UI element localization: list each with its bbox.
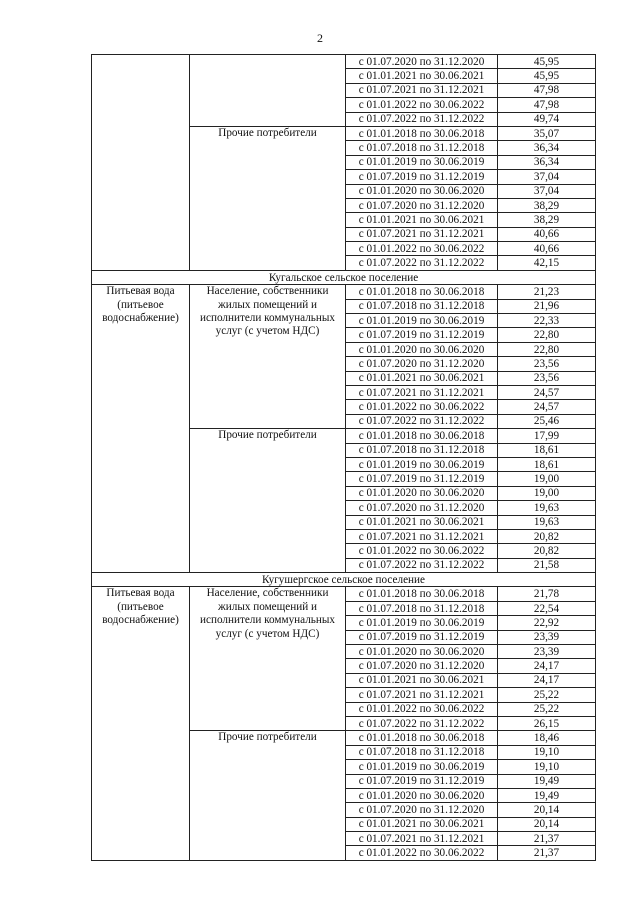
- tariff-cell: 19,49: [498, 788, 596, 802]
- period-cell: с 01.07.2021 по 31.12.2021: [346, 227, 498, 241]
- period-cell: с 01.07.2020 по 31.12.2020: [346, 803, 498, 817]
- period-cell: с 01.01.2021 по 30.06.2021: [346, 69, 498, 83]
- period-cell: с 01.07.2021 по 31.12.2021: [346, 83, 498, 97]
- period-cell: с 01.07.2022 по 31.12.2022: [346, 558, 498, 572]
- period-cell: с 01.07.2022 по 31.12.2022: [346, 256, 498, 270]
- tariff-cell: 42,15: [498, 256, 596, 270]
- period-cell: с 01.01.2019 по 30.06.2019: [346, 457, 498, 471]
- tariff-cell: 38,29: [498, 198, 596, 212]
- tariff-cell: 45,95: [498, 69, 596, 83]
- tariff-cell: 26,15: [498, 716, 596, 730]
- tariff-cell: 47,98: [498, 98, 596, 112]
- tariff-cell: 18,61: [498, 443, 596, 457]
- period-cell: с 01.01.2019 по 30.06.2019: [346, 155, 498, 169]
- period-cell: с 01.07.2022 по 31.12.2022: [346, 414, 498, 428]
- tariff-cell: 20,82: [498, 544, 596, 558]
- period-cell: с 01.01.2019 по 30.06.2019: [346, 616, 498, 630]
- tariff-cell: 47,98: [498, 83, 596, 97]
- tariff-cell: 20,82: [498, 529, 596, 543]
- tariff-cell: 35,07: [498, 126, 596, 140]
- tariff-cell: 20,14: [498, 803, 596, 817]
- tariff-cell: 25,46: [498, 414, 596, 428]
- period-cell: с 01.01.2018 по 30.06.2018: [346, 731, 498, 745]
- period-cell: с 01.01.2018 по 30.06.2018: [346, 126, 498, 140]
- period-cell: с 01.01.2020 по 30.06.2020: [346, 184, 498, 198]
- table-row: [92, 285, 596, 299]
- tariff-cell: 36,34: [498, 155, 596, 169]
- period-cell: с 01.01.2020 по 30.06.2020: [346, 342, 498, 356]
- period-cell: с 01.01.2022 по 30.06.2022: [346, 242, 498, 256]
- period-cell: с 01.01.2021 по 30.06.2021: [346, 673, 498, 687]
- tariff-cell: 22,80: [498, 342, 596, 356]
- consumer-cell: Прочие потребители: [190, 429, 346, 573]
- period-cell: с 01.01.2021 по 30.06.2021: [346, 515, 498, 529]
- tariff-cell: 25,22: [498, 702, 596, 716]
- period-cell: с 01.07.2019 по 31.12.2019: [346, 472, 498, 486]
- tariff-cell: 21,37: [498, 846, 596, 860]
- period-cell: с 01.01.2019 по 30.06.2019: [346, 760, 498, 774]
- tariff-cell: 21,23: [498, 285, 596, 299]
- period-cell: с 01.01.2018 по 30.06.2018: [346, 285, 498, 299]
- section-title: Кугушергское сельское поселение: [92, 573, 596, 587]
- period-cell: с 01.01.2022 по 30.06.2022: [346, 544, 498, 558]
- tariff-table: [91, 54, 596, 861]
- period-cell: с 01.07.2020 по 31.12.2020: [346, 501, 498, 515]
- period-cell: с 01.07.2021 по 31.12.2021: [346, 529, 498, 543]
- tariff-cell: 24,57: [498, 400, 596, 414]
- tariff-cell: 21,78: [498, 587, 596, 601]
- period-cell: с 01.07.2020 по 31.12.2020: [346, 659, 498, 673]
- period-cell: с 01.07.2022 по 31.12.2022: [346, 716, 498, 730]
- tariff-cell: 23,56: [498, 371, 596, 385]
- tariff-cell: 37,04: [498, 170, 596, 184]
- tariff-cell: 37,04: [498, 184, 596, 198]
- tariff-cell: 20,14: [498, 817, 596, 831]
- period-cell: с 01.01.2019 по 30.06.2019: [346, 314, 498, 328]
- period-cell: с 01.01.2021 по 30.06.2021: [346, 213, 498, 227]
- tariff-cell: 23,56: [498, 357, 596, 371]
- tariff-cell: 22,80: [498, 328, 596, 342]
- period-cell: с 01.01.2021 по 30.06.2021: [346, 817, 498, 831]
- tariff-cell: 19,00: [498, 486, 596, 500]
- tariff-cell: 21,96: [498, 299, 596, 313]
- tariff-cell: 18,61: [498, 457, 596, 471]
- tariff-cell: 24,17: [498, 673, 596, 687]
- tariff-cell: 19,00: [498, 472, 596, 486]
- period-cell: с 01.07.2018 по 31.12.2018: [346, 601, 498, 615]
- consumer-cell: Население, собственники жилых помещений и исполнители коммунальных услуг (с учетом НДС): [190, 285, 346, 429]
- tariff-cell: 23,39: [498, 645, 596, 659]
- period-cell: с 01.01.2021 по 30.06.2021: [346, 371, 498, 385]
- period-cell: с 01.07.2018 по 31.12.2018: [346, 745, 498, 759]
- period-cell: с 01.01.2022 по 30.06.2022: [346, 846, 498, 860]
- resource-cell: Питьевая вода (питьевое водоснабжение): [92, 587, 190, 860]
- period-cell: с 01.07.2020 по 31.12.2020: [346, 198, 498, 212]
- period-cell: с 01.01.2022 по 30.06.2022: [346, 98, 498, 112]
- section-header-row: [92, 270, 596, 284]
- tariff-cell: 22,33: [498, 314, 596, 328]
- tariff-cell: 17,99: [498, 429, 596, 443]
- tariff-cell: 23,39: [498, 630, 596, 644]
- period-cell: с 01.07.2020 по 31.12.2020: [346, 357, 498, 371]
- period-cell: с 01.07.2019 по 31.12.2019: [346, 630, 498, 644]
- tariff-cell: 40,66: [498, 242, 596, 256]
- page-number: 2: [317, 31, 323, 45]
- period-cell: с 01.07.2018 по 31.12.2018: [346, 141, 498, 155]
- period-cell: с 01.01.2020 по 30.06.2020: [346, 645, 498, 659]
- resource-cell: [92, 55, 190, 271]
- tariff-cell: 21,58: [498, 558, 596, 572]
- period-cell: с 01.01.2018 по 30.06.2018: [346, 587, 498, 601]
- period-cell: с 01.07.2019 по 31.12.2019: [346, 774, 498, 788]
- tariff-cell: 19,10: [498, 760, 596, 774]
- tariff-cell: 19,63: [498, 515, 596, 529]
- tariff-cell: 24,17: [498, 659, 596, 673]
- tariff-cell: 19,49: [498, 774, 596, 788]
- period-cell: с 01.07.2018 по 31.12.2018: [346, 299, 498, 313]
- period-cell: с 01.01.2022 по 30.06.2022: [346, 400, 498, 414]
- tariff-cell: 21,37: [498, 832, 596, 846]
- period-cell: с 01.07.2021 по 31.12.2021: [346, 832, 498, 846]
- period-cell: с 01.07.2019 по 31.12.2019: [346, 170, 498, 184]
- tariff-cell: 19,10: [498, 745, 596, 759]
- tariff-cell: 40,66: [498, 227, 596, 241]
- resource-cell: Питьевая вода (питьевое водоснабжение): [92, 285, 190, 573]
- tariff-cell: 18,46: [498, 731, 596, 745]
- period-cell: с 01.07.2020 по 31.12.2020: [346, 55, 498, 69]
- tariff-cell: 22,92: [498, 616, 596, 630]
- period-cell: с 01.07.2018 по 31.12.2018: [346, 443, 498, 457]
- period-cell: с 01.01.2018 по 30.06.2018: [346, 429, 498, 443]
- consumer-cell: Население, собственники жилых помещений и исполнители коммунальных услуг (с учетом НДС): [190, 587, 346, 731]
- tariff-cell: 19,63: [498, 501, 596, 515]
- period-cell: с 01.01.2020 по 30.06.2020: [346, 486, 498, 500]
- consumer-cell: [190, 55, 346, 127]
- period-cell: с 01.07.2021 по 31.12.2021: [346, 688, 498, 702]
- period-cell: с 01.07.2022 по 31.12.2022: [346, 112, 498, 126]
- section-header-row: [92, 573, 596, 587]
- section-title: Кугальское сельское поселение: [92, 270, 596, 284]
- tariff-cell: 38,29: [498, 213, 596, 227]
- consumer-cell: Прочие потребители: [190, 126, 346, 270]
- tariff-cell: 45,95: [498, 55, 596, 69]
- period-cell: с 01.01.2020 по 30.06.2020: [346, 788, 498, 802]
- period-cell: с 01.07.2021 по 31.12.2021: [346, 385, 498, 399]
- tariff-cell: 36,34: [498, 141, 596, 155]
- table-row: [92, 587, 596, 601]
- period-cell: с 01.07.2019 по 31.12.2019: [346, 328, 498, 342]
- consumer-cell: Прочие потребители: [190, 731, 346, 861]
- tariff-cell: 49,74: [498, 112, 596, 126]
- tariff-cell: 24,57: [498, 385, 596, 399]
- tariff-table-body: [92, 55, 596, 861]
- table-row: [92, 55, 596, 69]
- period-cell: с 01.01.2022 по 30.06.2022: [346, 702, 498, 716]
- tariff-cell: 25,22: [498, 688, 596, 702]
- tariff-cell: 22,54: [498, 601, 596, 615]
